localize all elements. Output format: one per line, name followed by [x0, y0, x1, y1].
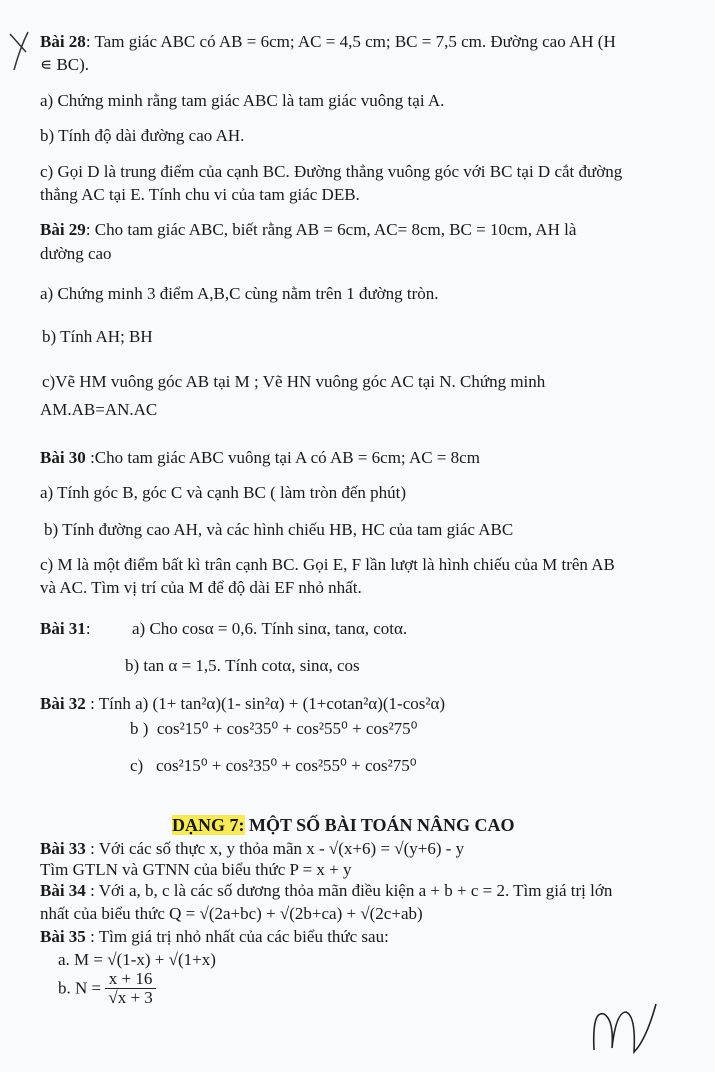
- b30-b: b) Tính đường cao AH, và các hình chiếu HB, HC của tam giác ABC: [44, 520, 514, 539]
- b29-c1: c)Vẽ HM vuông góc AB tại M ; Vẽ HN vuông góc AC tại N. Chứng minh: [42, 372, 546, 391]
- b30-a: a) Tính góc B, góc C và cạnh BC ( làm tròn đến phút): [40, 483, 407, 502]
- section-heading: DẠNG 7: MỘT SỐ BÀI TOÁN NÂNG CAO: [172, 815, 515, 835]
- b28-a: a) Chứng minh rằng tam giác ABC là tam giác vuông tại A.: [40, 91, 445, 110]
- b34-line2: nhất của biểu thức Q = √(2a+bc) + √(2b+ca) + √(2c+ab): [40, 904, 423, 923]
- b33-line1: Bài 33 : Với các số thực x, y thỏa mãn x - √(x+6) = √(y+6) - y: [40, 839, 465, 858]
- b28-line2: ∊ BC).: [40, 55, 90, 74]
- b30-c2: và AC. Tìm vị trí của M để độ dài EF nhỏ nhất.: [40, 578, 362, 597]
- handwritten-x-mark: [6, 30, 32, 72]
- b35-a: a. M = √(1-x) + √(1+x): [58, 950, 216, 969]
- b31-line1: Bài 31:: [40, 619, 91, 638]
- b33-line2: Tìm GTLN và GTNN của biểu thức P = x + y: [40, 860, 352, 879]
- b29-a: a) Chứng minh 3 điểm A,B,C cùng nằm trên 1 đường tròn.: [40, 284, 439, 303]
- fraction: $\frac{x + 16}{√x + 3}$: [105, 970, 155, 1007]
- b28-line1: Bài 28: Tam giác ABC có AB = 6cm; AC = 4,5 cm; BC = 7,5 cm. Đường cao AH (H: [40, 32, 616, 51]
- b32-c: c) cos²15⁰ + cos²35⁰ + cos²55⁰ + cos²75⁰: [130, 756, 417, 775]
- handwritten-signature: [590, 1000, 660, 1060]
- b28-c2: thẳng AC tại E. Tính chu vi của tam giác DEB.: [40, 185, 360, 204]
- b28-c1: c) Gọi D là trung điểm của cạnh BC. Đường thẳng vuông góc với BC tại D cắt đường: [40, 162, 623, 181]
- b29-c2: AM.AB=AN.AC: [40, 400, 158, 419]
- b28-b: b) Tính độ dài đường cao AH.: [40, 126, 245, 145]
- b29-b: b) Tính AH; BH: [42, 327, 153, 346]
- b29-line1: Bài 29: Cho tam giác ABC, biết rằng AB = 6cm, AC= 8cm, BC = 10cm, AH là: [40, 220, 577, 239]
- b31-a: a) Cho cosα = 0,6. Tính sinα, tanα, cotα.: [132, 619, 408, 638]
- b30-line1: Bài 30 :Cho tam giác ABC vuông tại A có AB = 6cm; AC = 8cm: [40, 448, 480, 467]
- b32-b: b ) cos²15⁰ + cos²35⁰ + cos²55⁰ + cos²75⁰: [130, 719, 418, 738]
- b31-b: b) tan α = 1,5. Tính cotα, sinα, cos: [125, 656, 360, 675]
- b32-line1: Bài 32 : Tính a) (1+ tan²α)(1- sin²α) + (1+cotan²α)(1-cos²α): [40, 694, 446, 713]
- b30-c1: c) M là một điểm bất kì trân cạnh BC. Gọi E, F lần lượt là hình chiếu của M trên AB: [40, 555, 615, 574]
- b35-line1: Bài 35 : Tìm giá trị nhỏ nhất của các biểu thức sau:: [40, 927, 389, 946]
- b29-line2: dường cao: [40, 244, 112, 263]
- b35-b: b. N = $\frac{x + 16}{√x + 3}$: [58, 970, 156, 1007]
- b34-line1: Bài 34 : Với a, b, c là các số dương thỏa mãn điều kiện a + b + c = 2. Tìm giá trị lớn: [40, 881, 613, 900]
